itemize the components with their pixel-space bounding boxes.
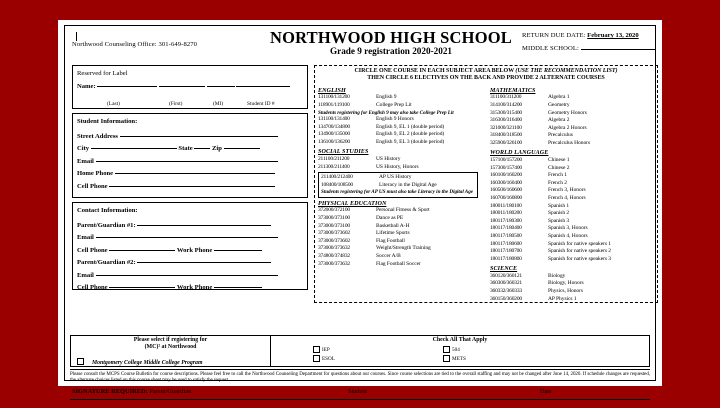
subject-heading: MATHEMATICS (490, 87, 536, 94)
course-code: 315300/315400 (490, 109, 522, 116)
mc2-checkbox[interactable] (77, 358, 84, 365)
course-title: US History (376, 155, 401, 162)
course-row[interactable] (490, 180, 650, 188)
course-title: Literacy in the Digital Age (379, 181, 437, 188)
street-address-label: Street Address (77, 132, 118, 140)
course-instruction-line-2: THEN CIRCLE 6 ELECTIVES ON THE BACK AND PROVIDE 2 ALTERNATE COURSES (367, 75, 605, 82)
reserved-for-label-text: Reserved for Label (77, 70, 128, 77)
course-code: 372000/372100 (318, 207, 350, 214)
due-date-block (522, 31, 660, 54)
course-column-right (490, 85, 650, 303)
course-title: Flag Football Soccer (376, 260, 421, 267)
course-title: Biology, Honors (548, 280, 584, 287)
course-row[interactable] (490, 132, 650, 140)
guardian2-email-input-line[interactable] (96, 269, 278, 276)
middle-school-row (522, 42, 660, 55)
student-cell-phone-row (77, 180, 303, 193)
form-footer (70, 369, 650, 408)
course-row[interactable] (490, 241, 650, 249)
form-body (70, 65, 650, 333)
mc2-title-line2: (MC)² at Northwood (144, 344, 197, 351)
course-title: Spanish 3 (548, 217, 570, 224)
course-column-left (318, 85, 478, 268)
course-title: Spanish 1 (548, 202, 570, 209)
margin-tick-mark (76, 32, 77, 41)
course-code: 211400/212400 (321, 174, 353, 181)
course-code: 180117/180600 (490, 240, 522, 247)
course-instruction-line-1 (318, 68, 654, 75)
checkbox-cell-esol[interactable] (313, 355, 335, 363)
grade-registration-subtitle: Grade 9 registration 2020-2021 (329, 46, 453, 56)
guardian1-input-line[interactable] (137, 219, 271, 226)
street-address-row (77, 130, 303, 143)
student-information-title: Student Information: (77, 118, 138, 125)
course-row[interactable] (318, 261, 478, 269)
name-box (72, 65, 308, 109)
course-title: English 9, EL 1 (double period) (376, 123, 445, 130)
course-code: 311100/311200 (490, 94, 522, 101)
checkbox-cell-504[interactable] (443, 346, 460, 354)
zip-label: Zip (212, 145, 222, 152)
zip-input-line[interactable] (224, 142, 260, 149)
signature-required-bold: SIGNATURE REQUIRED: (72, 387, 148, 395)
selection-strip (70, 335, 650, 367)
guardian1-work-label: Work Phone (176, 246, 213, 254)
course-selection-panel (314, 65, 658, 303)
course-title: Spanish for native speakers 1 (548, 240, 612, 247)
course-title: Physics, Honors (548, 287, 584, 294)
guardian2-work-label: Work Phone (176, 284, 213, 291)
course-instruction-main: CIRCLE ONE COURSE IN EACH SUBJECT AREA BELOW (354, 68, 514, 74)
iep-label: IEP (322, 347, 330, 353)
course-title: French 3, Honors (548, 187, 586, 194)
course-code: 108400/108500 (321, 181, 353, 188)
course-title: AP Physics 1 (548, 295, 577, 302)
subject-subbox (318, 172, 478, 198)
caption-first: (First) (169, 101, 183, 107)
course-row[interactable] (318, 156, 478, 164)
course-code: 325900/326100 (490, 139, 522, 146)
course-code: 160300/160400 (490, 179, 522, 186)
date-signature-label: Date (540, 387, 552, 395)
guardian2-email-label: Email (77, 271, 94, 279)
course-code: 321000/321100 (490, 124, 522, 131)
checkbox-cell-iep[interactable] (313, 346, 330, 354)
mc2-checkbox-row[interactable] (77, 351, 202, 369)
home-phone-row (77, 167, 303, 180)
city-state-zip-row (77, 142, 303, 155)
course-row[interactable] (490, 210, 650, 218)
guardian1-email-input-line[interactable] (96, 231, 278, 238)
student-id-input-line[interactable] (236, 80, 290, 87)
guardian1-cell-input-line[interactable] (109, 244, 175, 251)
guardian2-label: Parent/Guardian #2: (77, 259, 136, 266)
course-row[interactable] (490, 273, 650, 281)
course-title: English 9 (376, 94, 397, 101)
course-row[interactable] (490, 288, 650, 296)
guardian2-email-row (77, 269, 303, 282)
course-title: College Prep Lit (376, 101, 412, 108)
course-title: Geometry (548, 101, 570, 108)
subject-heading: ENGLISH (318, 87, 346, 94)
course-code: 211300/211400 (318, 163, 350, 170)
course-code: 131100/131400 (318, 116, 350, 123)
course-row[interactable] (318, 94, 478, 102)
course-code: 160100/160200 (490, 172, 522, 179)
course-title: Flag Football (376, 237, 405, 244)
slide-canvas (58, 20, 662, 395)
course-row[interactable] (318, 215, 478, 223)
name-field-row (77, 80, 303, 93)
school-name-title: NORTHWOOD HIGH SCHOOL (270, 28, 512, 47)
course-title: Dance as PE (376, 215, 404, 222)
course-title: Personal Fitness & Sport (376, 207, 430, 214)
course-code: 118901/119100 (318, 101, 350, 108)
student-cell-phone-input-line[interactable] (109, 180, 275, 187)
course-title: Lifetime Sports (376, 230, 410, 237)
course-row[interactable] (490, 225, 650, 233)
return-due-date-label: RETURN DUE DATE: (522, 32, 586, 39)
guardian2-input-line[interactable] (137, 256, 271, 263)
guardian2-row (77, 256, 303, 269)
course-code: 360150/360200 (490, 295, 522, 302)
course-row[interactable] (490, 248, 650, 256)
signature-required-rest: Parent/Guardian (147, 387, 192, 395)
course-title: Algebra 1 (548, 94, 570, 101)
course-row[interactable] (490, 296, 650, 304)
course-code: 180011/180100 (490, 202, 522, 209)
course-row[interactable] (490, 165, 650, 173)
guardian1-work-input-line[interactable] (214, 244, 262, 251)
mets-checkbox[interactable] (443, 355, 450, 362)
course-code: 157100/157200 (490, 156, 522, 163)
esol-checkbox[interactable] (313, 355, 320, 362)
mc2-program-label: Montgomery College Middle College Program (92, 360, 203, 366)
course-title: Spanish for native speakers 3 (548, 255, 612, 262)
mi-input-line[interactable] (207, 80, 235, 87)
signature-required-label (72, 388, 191, 395)
course-title: Geometry Honors (548, 109, 587, 116)
contact-information-box (72, 202, 308, 290)
course-row[interactable] (490, 102, 650, 110)
course-code: 180117/180800 (490, 255, 522, 262)
course-row[interactable] (318, 245, 478, 253)
guardian1-email-row (77, 231, 303, 244)
course-row[interactable] (318, 116, 478, 124)
subject-heading: SOCIAL STUDIES (318, 149, 369, 156)
subject-note: Students registering for English 9 may also take College Prep Lit (318, 109, 454, 116)
student-email-label: Email (77, 157, 94, 165)
course-row[interactable] (318, 139, 478, 147)
course-row[interactable] (490, 172, 650, 180)
mets-label: METS (452, 356, 466, 362)
city-label: City (77, 145, 90, 152)
checkbox-cell-mets[interactable] (443, 355, 466, 363)
course-lists (318, 85, 654, 305)
student-email-row (77, 155, 303, 168)
course-code: 134900/135000 (318, 131, 350, 138)
guardian1-row (77, 219, 303, 232)
subject-heading: SCIENCE (490, 266, 518, 273)
course-row[interactable] (490, 218, 650, 226)
course-title: Spanish 3, Honors (548, 225, 588, 232)
course-code: 160500/160600 (490, 187, 522, 194)
course-title: Precalculus Honors (548, 139, 591, 146)
course-row[interactable] (318, 238, 478, 246)
mc2-selection-panel (71, 336, 271, 366)
first-name-input-line[interactable] (159, 80, 205, 87)
course-code: 180117/180700 (490, 248, 522, 255)
course-code: 316300/316400 (490, 117, 522, 124)
course-code: 373000/373602 (318, 230, 350, 237)
title-block (266, 29, 516, 57)
form-header (70, 29, 650, 65)
course-row[interactable] (318, 230, 478, 238)
guardian1-email-label: Email (77, 234, 94, 241)
course-title: Spanish 2 (548, 210, 570, 217)
middle-school-input-line[interactable] (581, 42, 655, 50)
registration-form-page (64, 25, 656, 395)
counseling-office-line: Northwood Counseling Office: 301-649-8270 (72, 41, 198, 48)
check-all-panel (271, 336, 649, 366)
course-code: 373000/373602 (318, 237, 350, 244)
name-label: Name: (77, 82, 96, 90)
street-address-input-line[interactable] (120, 130, 278, 137)
guardian2-cell-input-line[interactable] (109, 281, 175, 288)
guardian2-phones-row (77, 281, 303, 294)
last-name-input-line[interactable] (97, 80, 157, 87)
course-title: English 9, EL 2 (double period) (376, 131, 445, 138)
course-row[interactable] (490, 256, 650, 264)
course-row[interactable] (490, 94, 650, 102)
course-row[interactable] (490, 125, 650, 133)
course-row[interactable] (318, 102, 478, 110)
course-row[interactable] (318, 253, 478, 261)
guardian2-work-input-line[interactable] (214, 281, 262, 288)
course-row[interactable] (490, 110, 650, 118)
course-title: English 9 Honors (376, 116, 414, 123)
course-title: Soccer A/B (376, 253, 401, 259)
course-row[interactable] (490, 233, 650, 241)
caption-mi: (MI) (213, 101, 224, 107)
course-title: Chinese 1 (548, 156, 570, 163)
guardian1-cell-label: Cell Phone (77, 246, 108, 254)
course-code: 180117/180400 (490, 225, 522, 232)
course-row[interactable] (490, 140, 650, 148)
caption-last: (Last) (107, 101, 120, 107)
course-code: 373000/373100 (318, 215, 350, 222)
return-due-date-value: February 13, 2020 (587, 32, 639, 39)
course-code: 373000/373632 (318, 245, 350, 252)
course-code: 211100/211200 (318, 155, 350, 162)
mc2-title-line1: Please select if registering for (133, 337, 208, 343)
course-instruction-emphasis: (USE THE RECOMMENDATION LIST) (515, 68, 618, 74)
signature-rule-line[interactable] (70, 399, 650, 400)
middle-school-label: MIDDLE SCHOOL: (522, 44, 579, 52)
course-code: 373000/373100 (318, 222, 350, 229)
student-email-input-line[interactable] (96, 155, 278, 162)
course-title: French 1 (548, 172, 567, 179)
course-title: Chinese 2 (548, 164, 570, 171)
course-title: US History, Honors (376, 163, 419, 170)
contact-information-title: Contact Information: (77, 207, 138, 214)
home-phone-label: Home Phone (77, 170, 114, 177)
course-title: French 2 (548, 179, 567, 186)
course-row[interactable] (321, 182, 475, 190)
course-code: 131100/131200 (318, 94, 350, 101)
subject-heading: PHYSICAL EDUCATION (318, 200, 387, 207)
course-code: 180117/180300 (490, 217, 522, 224)
course-row[interactable] (490, 195, 650, 203)
course-row[interactable] (490, 157, 650, 165)
course-row[interactable] (490, 187, 650, 195)
course-row[interactable] (318, 207, 478, 215)
name-captions-row (77, 93, 303, 105)
course-code: 157300/157400 (490, 164, 522, 171)
state-label: State (178, 145, 193, 152)
course-code: 374800/374832 (318, 253, 350, 259)
course-title: Weight/Strength Training (376, 245, 431, 252)
course-title: Basketball A-H (376, 222, 410, 229)
course-code: 360332/360333 (490, 287, 522, 294)
section-504-checkbox[interactable] (443, 346, 450, 353)
course-code: 160700/160800 (490, 194, 522, 201)
course-row[interactable] (318, 164, 478, 172)
subject-heading: WORLD LANGUAGE (490, 150, 549, 157)
course-row[interactable] (318, 131, 478, 139)
course-code: 360120/360121 (490, 272, 522, 279)
course-title: Algebra 2 (548, 117, 570, 124)
guardian1-label: Parent/Guardian #1: (77, 221, 136, 229)
course-code: 314100/314200 (490, 101, 522, 108)
course-code: 373000/373632 (318, 260, 350, 267)
course-row[interactable] (490, 203, 650, 211)
course-title: French 4, Honors (548, 194, 586, 201)
course-row[interactable] (490, 117, 650, 125)
check-all-title: Check All That Apply (432, 337, 488, 343)
esol-label: ESOL (322, 356, 335, 362)
course-code: 180011/180200 (490, 210, 522, 217)
student-information-box (72, 113, 308, 198)
course-row[interactable] (490, 280, 650, 288)
left-column (72, 65, 308, 294)
course-title: Algebra 2 Honors (548, 124, 587, 131)
home-phone-input-line[interactable] (115, 167, 275, 174)
footer-disclaimer: Please consult the MCPS Course Bulletin for course descriptions. Please feel free to call the Northwood Counseling Department for questions about our courses. Since course selections are tied to the overall staffing and may not be changed after June 14, 2020. If schedule changes are requested, the alternate choices listed on this course sheet may be used to satisfy the request. (70, 372, 650, 384)
course-title: Precalculus (548, 132, 573, 139)
subject-subbox-note: Students registering for AP US must also take Literacy in the Digital Age (321, 189, 473, 196)
section-504-label: 504 (452, 347, 460, 353)
student-signature-label: Student (348, 387, 367, 395)
course-code: 360300/360321 (490, 280, 522, 287)
course-code: 134700/134800 (318, 123, 350, 130)
course-title: Biology (548, 272, 566, 279)
course-code: 180117/180500 (490, 232, 522, 239)
guardian1-phones-row (77, 244, 303, 257)
student-cell-phone-label: Cell Phone (77, 182, 108, 190)
iep-checkbox[interactable] (313, 346, 320, 353)
course-title: AP US History (379, 174, 412, 181)
guardian2-cell-label: Cell Phone (77, 284, 108, 291)
return-due-date-row (522, 31, 660, 42)
course-title: Spanish for native speakers 2 (548, 248, 612, 255)
city-input-line[interactable] (91, 142, 177, 149)
state-input-line[interactable] (194, 142, 210, 149)
course-title: Spanish 4, Honors (548, 232, 588, 239)
caption-student-id: Student ID # (247, 101, 275, 107)
course-code: 136100/136200 (318, 138, 350, 145)
course-title: English 9, EL 3 (double period) (376, 138, 445, 145)
course-row[interactable] (321, 174, 475, 182)
course-code: 318400/318500 (490, 132, 522, 139)
